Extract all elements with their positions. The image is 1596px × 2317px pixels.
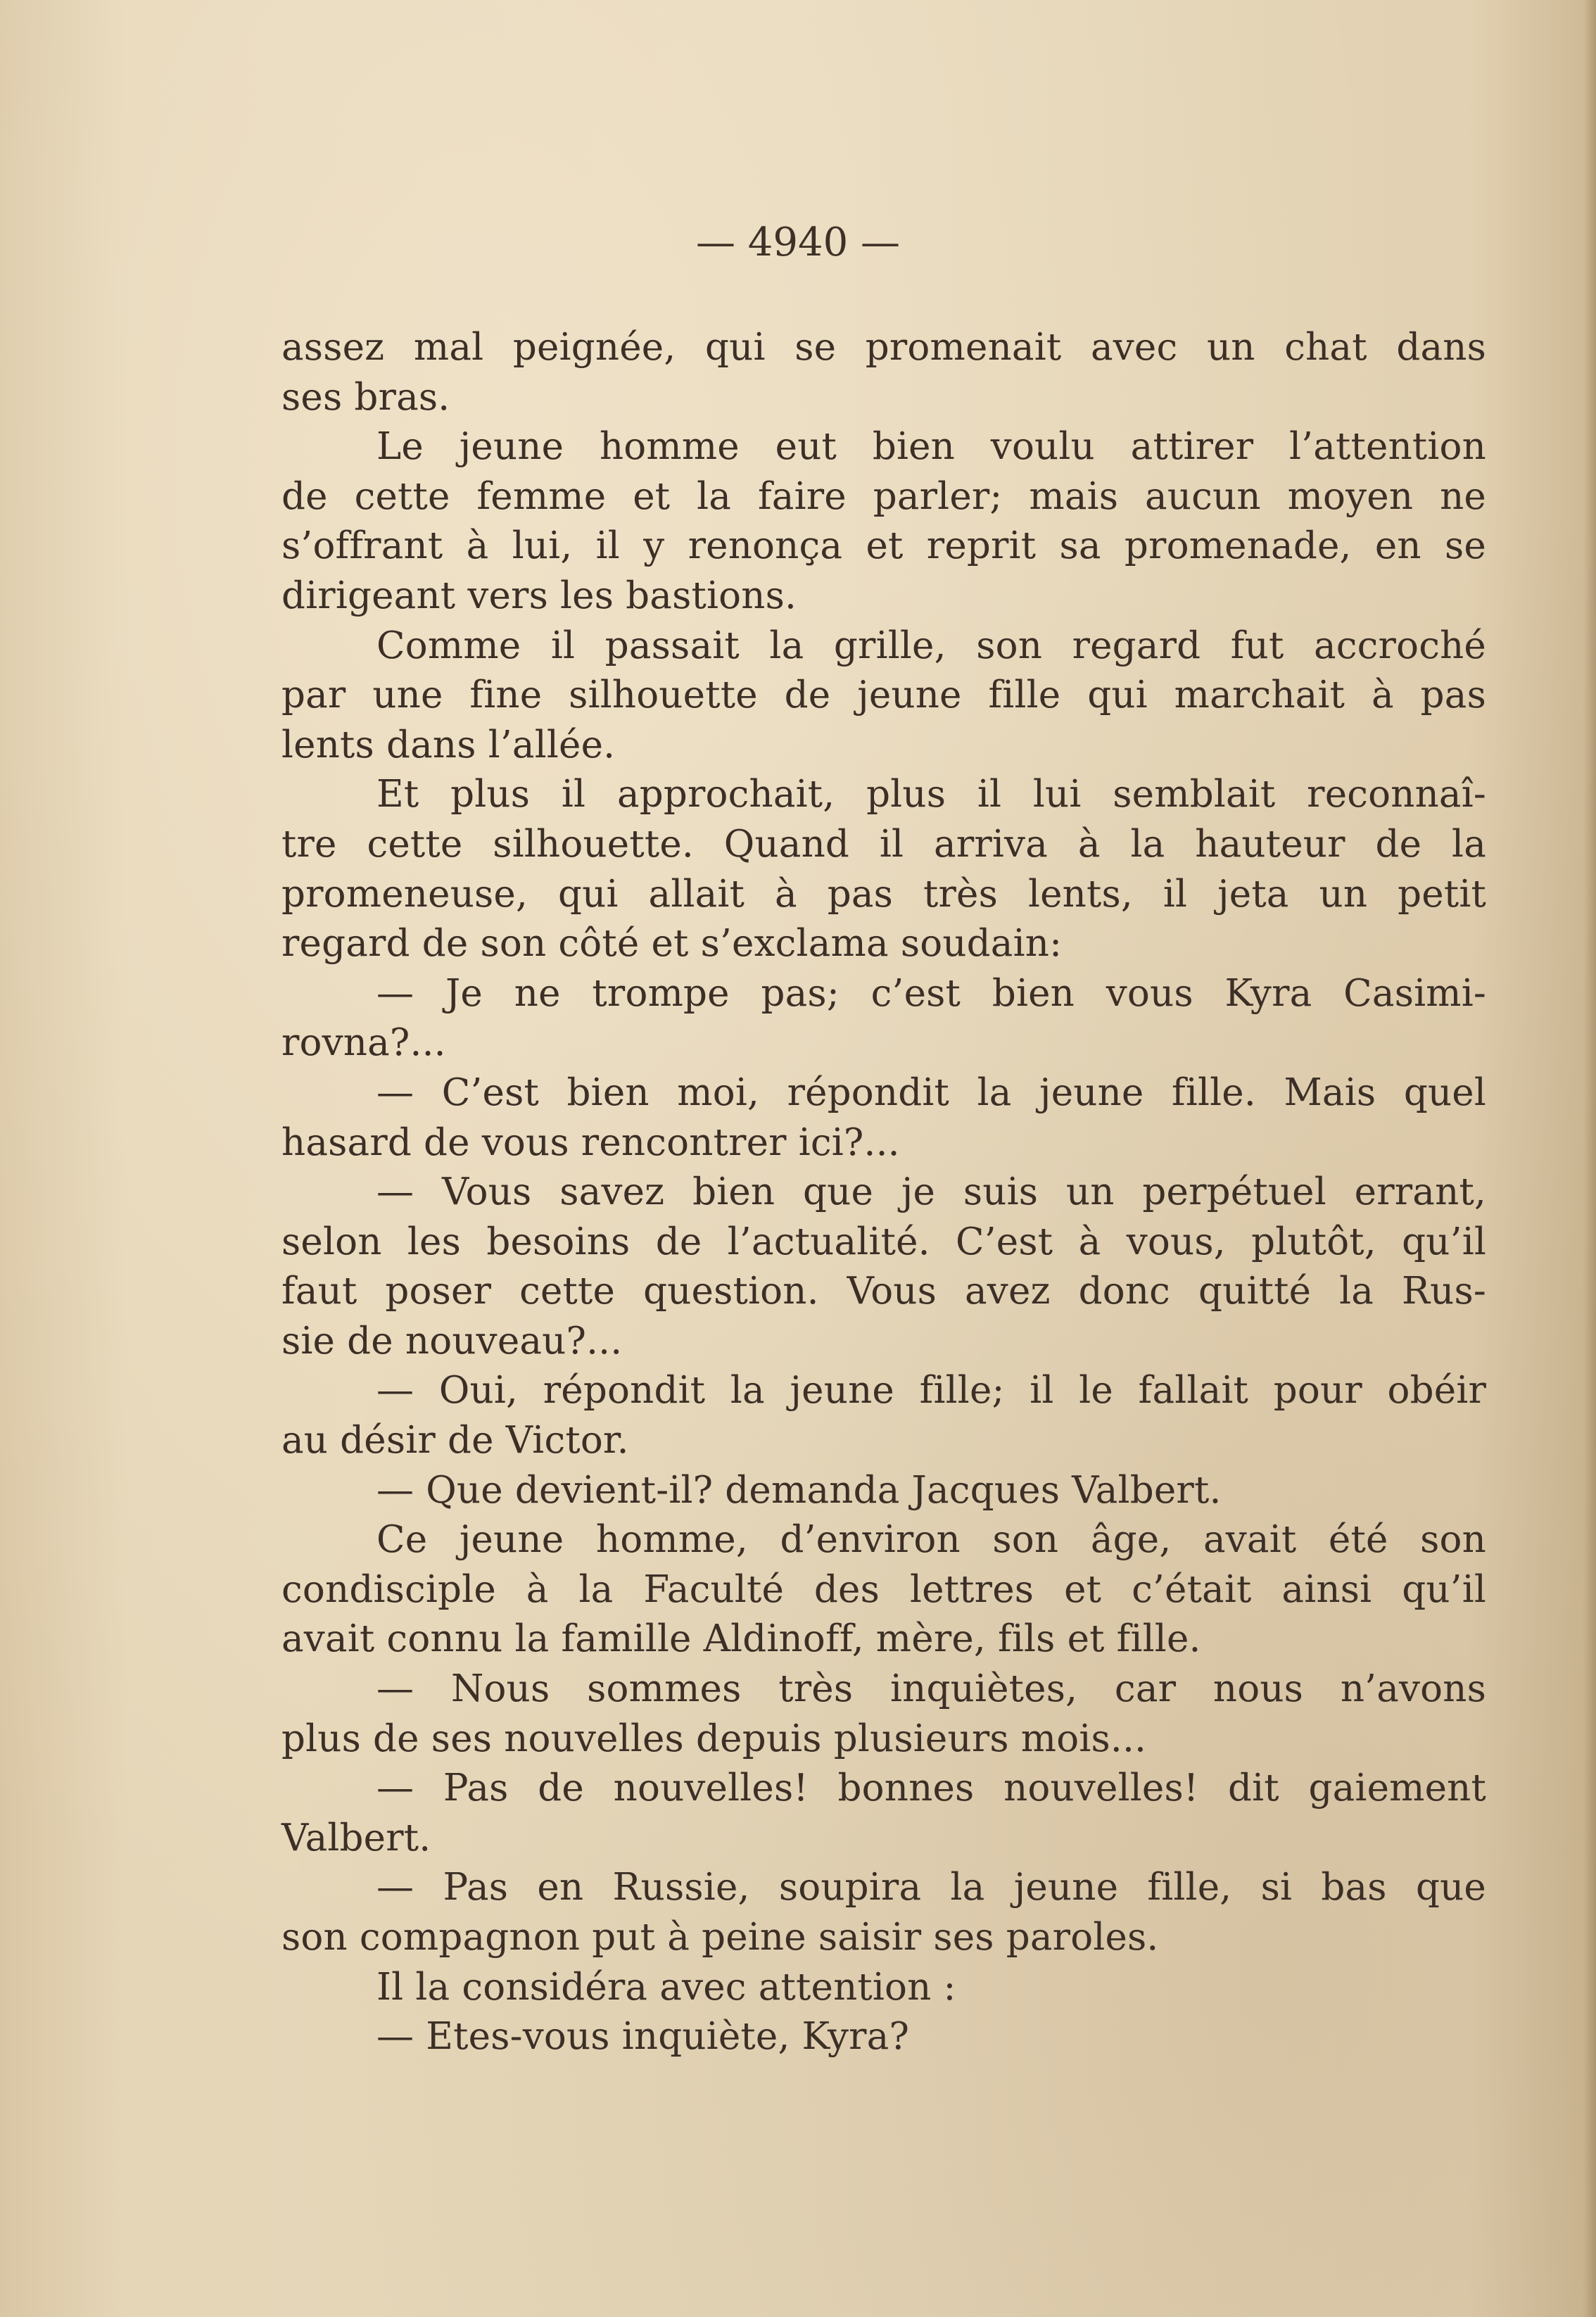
text-line: tre cette silhouette. Quand il arriva à la hauteur de la bbox=[281, 822, 1486, 866]
text-line: — Oui, répondit la jeune fille; il le fallait pour obéir bbox=[376, 1369, 1486, 1413]
page-number: — 4940 — bbox=[695, 220, 901, 265]
text-line: Il la considéra avec attention : bbox=[376, 1965, 956, 2009]
text-line: de cette femme et la faire parler; mais aucun moyen ne bbox=[281, 474, 1486, 518]
text-line: — Pas de nouvelles! bonnes nouvelles! dit gaiement bbox=[376, 1767, 1486, 1810]
text-line: sie de nouveau?... bbox=[281, 1319, 623, 1363]
text-line: s’offrant à lui, il y renonça et reprit sa promenade, en se bbox=[281, 524, 1486, 568]
text-line: son compagnon put à peine saisir ses paroles. bbox=[281, 1916, 1159, 1959]
text-line: Ce jeune homme, d’environ son âge, avait été son bbox=[376, 1518, 1486, 1562]
text-line: rovna?... bbox=[281, 1021, 446, 1065]
text-line: — Etes-vous inquiète, Kyra? bbox=[376, 2015, 910, 2059]
text-line: regard de son côté et s’exclama soudain: bbox=[281, 922, 1063, 966]
text-line: dirigeant vers les bastions. bbox=[281, 574, 797, 617]
text-line: ses bras. bbox=[281, 375, 450, 419]
text-line: faut poser cette question. Vous avez donc quitté la Rus- bbox=[281, 1270, 1486, 1313]
text-line: au désir de Victor. bbox=[281, 1419, 629, 1463]
text-line: — Que devient-il? demanda Jacques Valbert. bbox=[376, 1468, 1222, 1512]
text-line: plus de ses nouvelles depuis plusieurs mois... bbox=[281, 1717, 1147, 1760]
text-line: selon les besoins de l’actualité. C’est à vous, plutôt, qu’il bbox=[281, 1220, 1486, 1263]
text-line: — Nous sommes très inquiètes, car nous n’avons bbox=[376, 1667, 1486, 1711]
text-line: — Vous savez bien que je suis un perpétuel errant, bbox=[376, 1170, 1486, 1214]
text-line: Le jeune homme eut bien voulu attirer l’attention bbox=[376, 425, 1486, 469]
text-line: hasard de vous rencontrer ici?... bbox=[281, 1120, 900, 1164]
text-line: promeneuse, qui allait à pas très lents, il jeta un petit bbox=[281, 872, 1486, 916]
text-line: par une fine silhouette de jeune fille qui marchait à pas bbox=[281, 674, 1486, 717]
text-line: Valbert. bbox=[281, 1816, 431, 1860]
body-text bbox=[281, 323, 1486, 2062]
text-line: Comme il passait la grille, son regard fut accroché bbox=[376, 624, 1486, 667]
text-line: Et plus il approchait, plus il lui semblait reconnaî- bbox=[376, 773, 1486, 816]
text-line: — Pas en Russie, soupira la jeune fille, si bas que bbox=[376, 1866, 1486, 1909]
text-line: avait connu la famille Aldinoff, mère, fils et fille. bbox=[281, 1617, 1201, 1661]
page-edge-shadow bbox=[1583, 0, 1596, 2317]
text-line: assez mal peignée, qui se promenait avec un chat dans bbox=[281, 326, 1486, 369]
text-line: — Je ne trompe pas; c’est bien vous Kyra Casimi- bbox=[376, 971, 1486, 1015]
text-line: condisciple à la Faculté des lettres et c’était ainsi qu’il bbox=[281, 1567, 1486, 1611]
text-line: — C’est bien moi, répondit la jeune fille. Mais quel bbox=[376, 1071, 1486, 1114]
text-line: lents dans l’allée. bbox=[281, 723, 616, 766]
